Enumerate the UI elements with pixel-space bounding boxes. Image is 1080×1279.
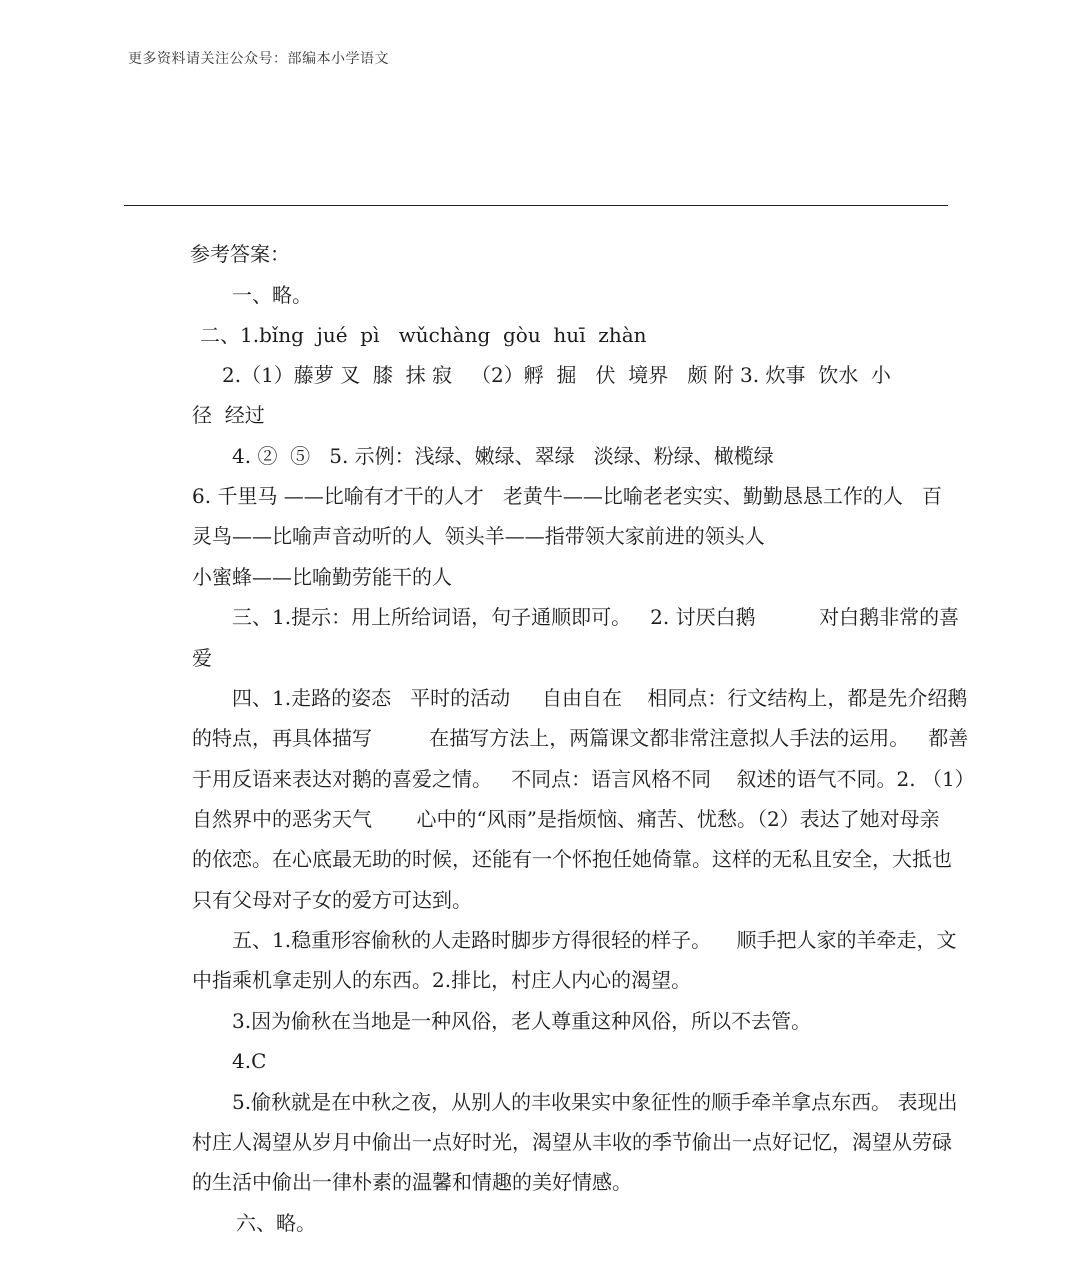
section-4-line-2: 的特点，再具体描写 在描写方法上，两篇课文都非常注意拟人手法的运用。 都善 [192,726,969,750]
section-4-line-3: 于用反语来表达对鹅的喜爱之情。 不同点：语言风格不同 叙述的语气不同。2. （1） [192,767,975,791]
section-2-line-4: 4. ② ⑤ 5. 示例：浅绿、嫩绿、翠绿 淡绿、粉绿、橄榄绿 [232,444,774,468]
section-1-line-1: 一、略。 [232,283,312,307]
section-5-line-7: 的生活中偷出一律朴素的温馨和情趣的美好情感。 [192,1170,632,1194]
section-5-line-4: 4.C [232,1049,267,1073]
section-5-line-6: 村庄人渴望从岁月中偷出一点好时光，渴望从丰收的季节偷出一点好记忆，渴望从劳碌 [192,1130,952,1154]
section-6-line-1: 六、略。 [236,1211,316,1235]
section-5-line-5: 5.偷秋就是在中秋之夜，从别人的丰收果实中象征性的顺手牵羊拿点东西。 表现出 [232,1090,958,1114]
section-2-line-2: 2.（1）藤萝 叉 膝 抹 寂 （2）孵 掘 伏 境界 颇 附 3. 炊事 饮水 小 [222,363,891,387]
section-2-line-6: 灵鸟——比喻声音动听的人 领头羊——指带领大家前进的领头人 [192,524,765,548]
section-2-line-1: 二、1.bǐng jué pì wǔchàng gòu huī zhàn [200,323,647,347]
section-5-line-3: 3.因为偷秋在当地是一种风俗，老人尊重这种风俗，所以不去管。 [232,1009,812,1033]
section-2-line-7: 小蜜蜂——比喻勤劳能干的人 [192,565,452,589]
section-3-line-1: 三、1.提示：用上所给词语，句子通顺即可。 2. 讨厌白鹅 对白鹅非常的喜 [232,605,960,629]
section-4-line-4: 自然界中的恶劣天气 心中的“风雨”是指烦恼、痛苦、忧愁。（2）表达了她对母亲 [192,807,940,831]
section-2-line-5: 6. 千里马 ——比喻有才干的人才 老黄牛——比喻老老实实、勤勤恳恳工作的人 百 [192,484,942,508]
section-4-line-5: 的依恋。在心底最无助的时候，还能有一个怀抱任她倚靠。这样的无私且安全，大抵也 [192,847,952,871]
answer-title: 参考答案： [190,242,290,266]
section-4-line-6: 只有父母对子女的爱方可达到。 [192,888,472,912]
section-4-line-1: 四、1.走路的姿态 平时的活动 自由自在 相同点：行文结构上，都是先介绍鹅 [232,686,968,710]
header-note: 更多资料请关注公众号：部编本小学语文 [128,51,389,67]
section-5-line-2: 中指乘机拿走别人的东西。2.排比，村庄人内心的渴望。 [192,968,692,992]
section-2-line-3: 径 经过 [192,403,265,427]
section-3-line-2: 爱 [192,646,212,670]
section-5-line-1: 五、1.稳重形容偷秋的人走路时脚步方得很轻的样子。 顺手把人家的羊牵走，文 [232,928,957,952]
